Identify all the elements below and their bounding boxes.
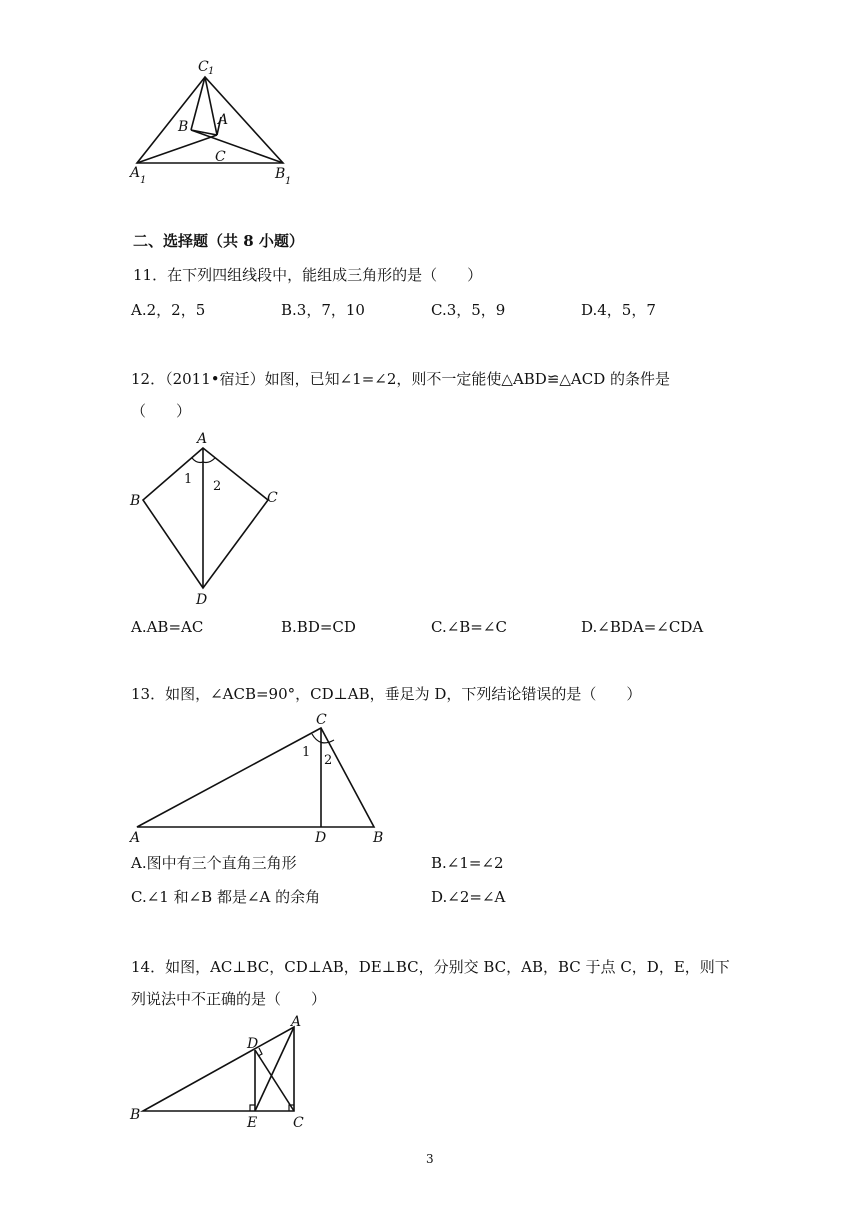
label-b-inner: B <box>178 119 189 135</box>
q13-option-a[interactable]: A.图中有三个直角三角形 <box>131 854 297 872</box>
figure-right-triangle-acb <box>125 708 395 848</box>
label-d: D <box>196 592 208 608</box>
label-angle-1: 1 <box>184 472 193 487</box>
q11-stem: 11．在下列四组线段中，能组成三角形的是（ ） <box>133 266 483 284</box>
q12-stem-line2: （ ） <box>131 402 192 420</box>
q11-option-d[interactable]: D.4，5，7 <box>581 301 656 319</box>
q12-option-c[interactable]: C.∠B=∠C <box>431 618 507 636</box>
label-angle-1: 1 <box>302 745 311 760</box>
label-b: B <box>130 1107 141 1123</box>
label-a: A <box>197 431 208 447</box>
q11-option-b[interactable]: B.3，7，10 <box>281 301 365 319</box>
label-c1-sub: 1 <box>208 66 215 77</box>
q11-option-c[interactable]: C.3，5，9 <box>431 301 506 319</box>
label-d: D <box>315 830 327 846</box>
q13-option-b[interactable]: B.∠1=∠2 <box>431 854 504 872</box>
label-d: D <box>247 1036 259 1052</box>
q14-stem-line2: 列说法中不正确的是（ ） <box>131 990 327 1008</box>
q11-option-a[interactable]: A.2，2，5 <box>131 301 206 319</box>
q12-stem-line1: 12．（2011•宿迁）如图，已知∠1=∠2，则不一定能使△ABD≌△ACD 的条件是 <box>131 370 671 388</box>
q14-stem-line1: 14．如图，AC⊥BC，CD⊥AB，DE⊥BC，分别交 BC，AB，BC 于点 C，D，E，则下 <box>131 958 730 976</box>
q12-option-a[interactable]: A.AB=AC <box>131 618 204 636</box>
page-number: 3 <box>426 1152 434 1166</box>
section-heading: 二、选择题（共 8 小题） <box>133 232 304 250</box>
label-c: C <box>267 490 278 506</box>
label-a: A <box>291 1014 302 1030</box>
figure-triangle-a1b1c1 <box>125 55 300 190</box>
label-angle-2: 2 <box>213 479 222 494</box>
q12-option-b[interactable]: B.BD=CD <box>281 618 356 636</box>
q12-option-d[interactable]: D.∠BDA=∠CDA <box>581 618 704 636</box>
label-b: B <box>373 830 384 846</box>
label-b1-sub: 1 <box>285 176 292 187</box>
figure-kite-abdc <box>125 428 285 608</box>
label-b1: B <box>275 166 286 182</box>
q13-stem: 13．如图，∠ACB=90°，CD⊥AB，垂足为 D，下列结论错误的是（ ） <box>131 685 642 703</box>
label-c: C <box>316 712 327 728</box>
label-c: C <box>293 1115 304 1131</box>
label-a-inner: A <box>218 112 229 128</box>
label-e: E <box>247 1115 258 1131</box>
label-a1-sub: 1 <box>140 175 147 186</box>
label-angle-2: 2 <box>324 753 333 768</box>
q13-option-d[interactable]: D.∠2=∠A <box>431 888 506 906</box>
q13-option-c[interactable]: C.∠1 和∠B 都是∠A 的余角 <box>131 888 321 906</box>
label-a: A <box>130 830 141 846</box>
label-c-inner: C <box>215 149 226 165</box>
label-a1: A <box>130 165 141 181</box>
label-b: B <box>130 493 141 509</box>
label-c1: C <box>198 59 209 75</box>
figure-triangle-abc-with-de <box>125 1010 325 1135</box>
